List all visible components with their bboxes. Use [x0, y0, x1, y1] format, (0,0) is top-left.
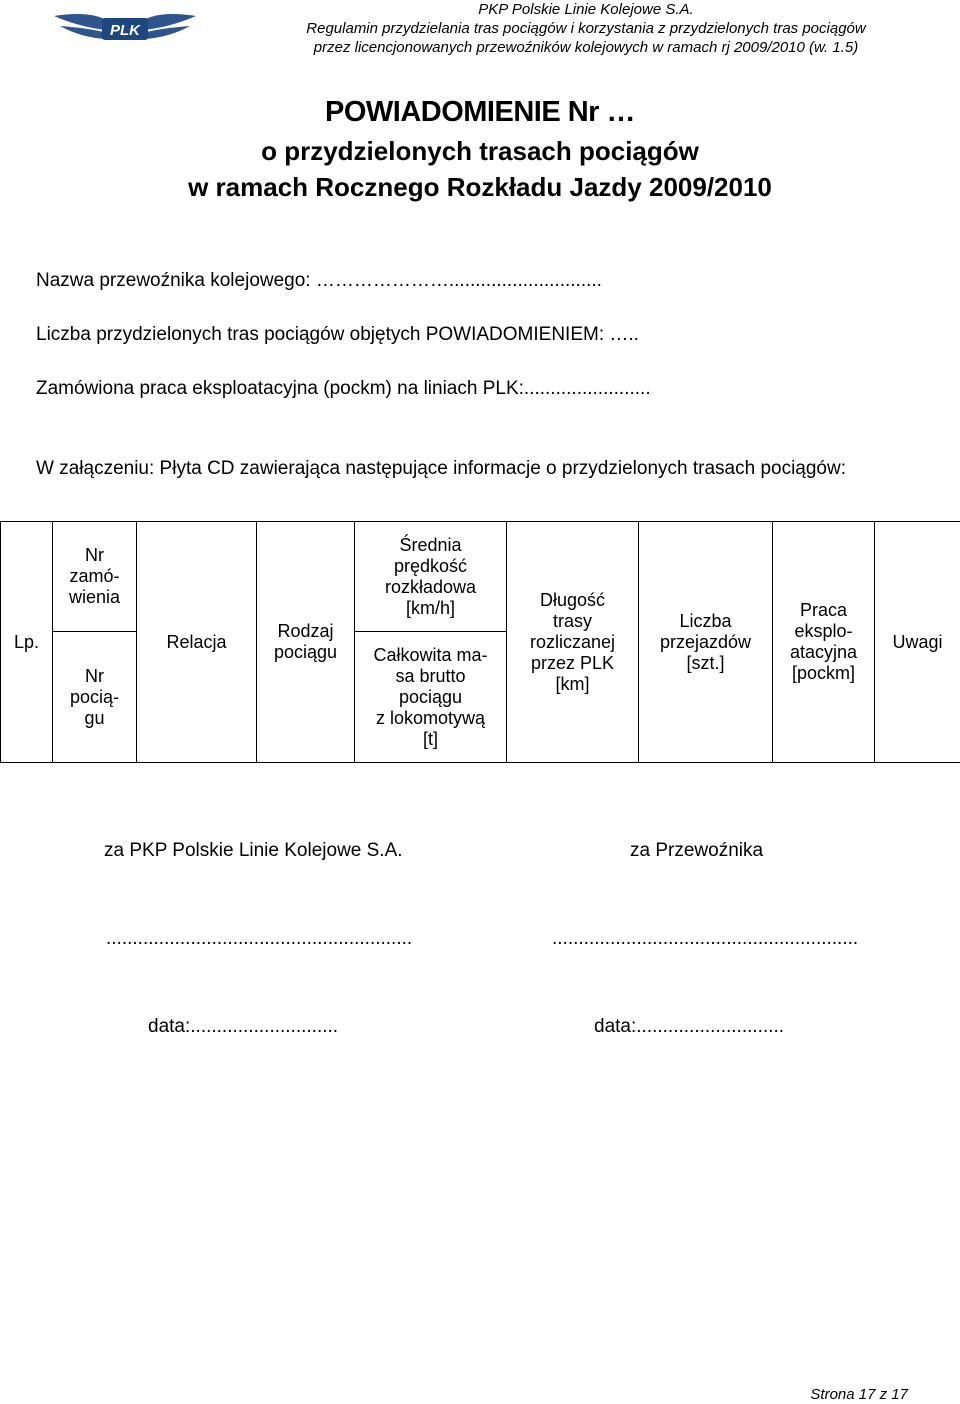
signature-line-plk: ..........................................................	[106, 928, 413, 949]
col-route-length: Długość trasy rozliczanej przez PLK [km]	[507, 522, 639, 763]
col-train-number: Nr pocią- gu	[53, 632, 137, 763]
col-notes: Uwagi	[875, 522, 960, 763]
title-line-3: w ramach Rocznego Rozkładu Jazdy 2009/2010	[188, 172, 772, 202]
train-paths-table	[0, 521, 960, 763]
col-lp: Lp.	[1, 522, 53, 763]
train-count-field: Liczba przydzielonych tras pociągów objętych POWIADOMIENIEM: …..	[36, 324, 639, 345]
date-field-carrier: data:............................	[594, 1016, 785, 1037]
title-line-2: o przydzielonych trasach pociągów	[261, 136, 699, 166]
header-line-3: przez licencjonowanych przewoźników kolejowych w ramach rj 2009/2010 (w. 1.5)	[313, 39, 859, 56]
col-order-number: Nr zamó- wienia	[53, 522, 137, 632]
plk-logo	[52, 6, 198, 50]
col-runs-count: Liczba przejazdów [szt.]	[639, 522, 773, 763]
title-line-1: POWIADOMIENIE Nr …	[324, 96, 635, 128]
col-total-mass: Całkowita ma- sa brutto pociągu z lokomotywą [t]	[355, 632, 507, 763]
header-company: PKP Polskie Linie Kolejowe S.A.	[478, 1, 694, 18]
signature-label-carrier: za Przewoźnika	[630, 840, 764, 861]
ordered-work-field: Zamówiona praca eksploatacyjna (pockm) na liniach PLK:........................	[36, 378, 651, 399]
date-field-plk: data:............................	[148, 1016, 339, 1037]
col-relation: Relacja	[137, 522, 257, 763]
header-line-2: Regulamin przydzielania tras pociągów i korzystania z przydzielonych tras pociągów	[306, 20, 866, 37]
signature-label-plk: za PKP Polskie Linie Kolejowe S.A.	[104, 840, 403, 861]
logo-text: PLK	[110, 22, 140, 39]
carrier-name-field: Nazwa przewoźnika kolejowego: ………………….............................	[36, 270, 602, 291]
page-number: Strona 17 z 17	[810, 1386, 908, 1403]
col-operational-work: Praca eksplo- atacyjna [pockm]	[773, 522, 875, 763]
document-header	[212, 0, 960, 57]
col-train-type: Rodzaj pociągu	[257, 522, 355, 763]
attachment-text: W załączeniu: Płyta CD zawierająca następujące informacje o przydzielonych trasach pociągów:	[36, 458, 846, 479]
signature-line-carrier: ..........................................................	[552, 928, 859, 949]
col-average-speed: Średnia prędkość rozkładowa [km/h]	[355, 522, 507, 632]
